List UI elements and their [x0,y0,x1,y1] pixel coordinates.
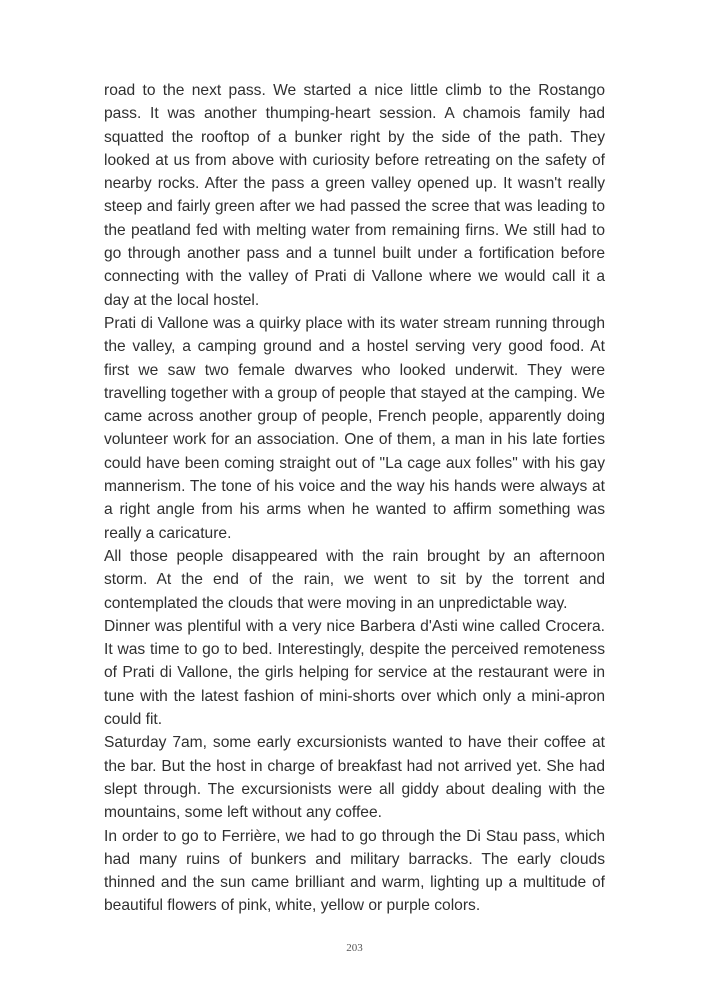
paragraph-rostango-pass: road to the next pass. We started a nice little climb to the Rostango pass. It was another thumping-heart session. A chamois family had squatted the rooftop of a bunker right by the side of the path. They looked at us from above with curiosity before retreating on the safety of nearby rocks. After the pass a green valley opened up. It wasn't really steep and fairly green after we had passed the scree that was leading to the peatland fed with melting water from remaining firns. We still had to go through another pass and a tunnel built under a fortification before connecting with the valley of Prati di Vallone where we would call it a day at the local hostel. [104,82,605,309]
paragraph-di-stau-pass: In order to go to Ferrière, we had to go through the Di Stau pass, which had many ruins of bunkers and military barracks. The early clouds thinned and the sun came brilliant and warm, lighting up a multitude of beautiful flowers of pink, white, yellow or purple colors. [104,827,605,915]
paragraph-dinner: Dinner was plentiful with a very nice Barbera d'Asti wine called Crocera. It was time to go to bed. Interestingly, despite the perceived remoteness of Prati di Vallone, the girls helping for service at the restaurant were in tune with the latest fashion of mini-shorts over which only a mini-apron could fit. [104,617,605,729]
paragraph-afternoon-storm: All those people disappeared with the rain brought by an afternoon storm. At the end of the rain, we went to sit by the torrent and contemplated the clouds that were moving in an unpredictable way. [104,547,605,612]
body-text [104,79,605,918]
page-number: 203 [346,942,363,954]
paragraph-prati-di-vallone: Prati di Vallone was a quirky place with its water stream running through the valley, a camping ground and a hostel serving very good food. At first we saw two female dwarves who looked underwit. They were travelling together with a group of people that stayed at the camping. We came across another group of people, French people, apparently doing volunteer work for an association. One of them, a man in his late forties could have been coming straight out of "La cage aux folles" with his gay mannerism. The tone of his voice and the way his hands were always at a right angle from his arms when he wanted to affirm something was really a caricature. [104,314,605,542]
paragraph-saturday-morning: Saturday 7am, some early excursionists wanted to have their coffee at the bar. But the host in charge of breakfast had not arrived yet. She had slept through. The excursionists were all giddy about dealing with the mountains, some left without any coffee. [104,734,605,822]
